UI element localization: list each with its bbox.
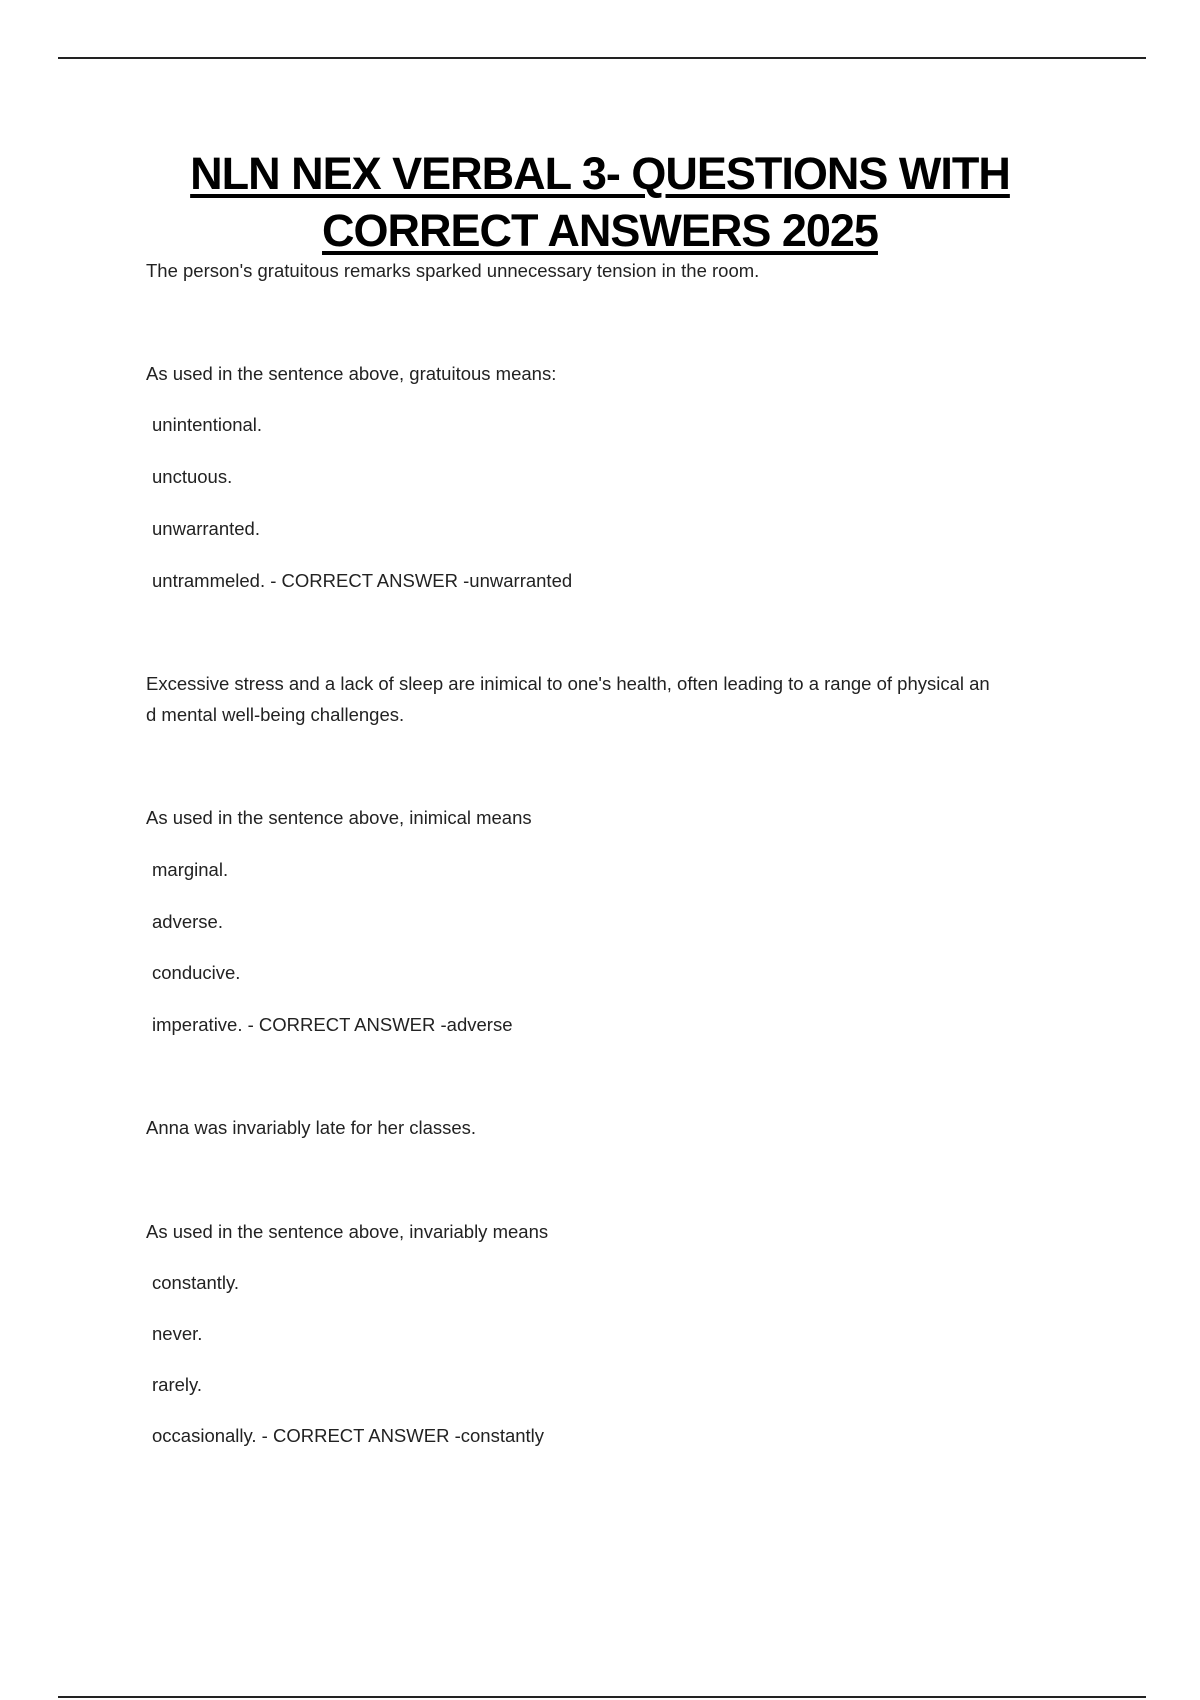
question-1-option: unctuous. (152, 466, 233, 487)
question-1-option: unwarranted. (152, 518, 260, 539)
question-3-option-answer: occasionally. - CORRECT ANSWER -constantly (152, 1425, 545, 1446)
question-1-sentence: The person's gratuitous remarks sparked unnecessary tension in the room. (146, 260, 760, 281)
question-3-prompt: As used in the sentence above, invariably means (146, 1221, 549, 1242)
header-rule (58, 57, 1146, 59)
question-2-sentence: Excessive stress and a lack of sleep are inimical to one's health, often leading to a range of physical an (146, 673, 990, 694)
question-3-option: rarely. (152, 1374, 203, 1395)
question-2-prompt: As used in the sentence above, inimical means (146, 807, 532, 828)
question-2-option: conducive. (152, 962, 241, 983)
question-1-option: unintentional. (152, 414, 263, 435)
question-2-option: adverse. (152, 911, 223, 932)
document-title-line-2: CORRECT ANSWERS 2025 (322, 205, 878, 256)
question-1-option-answer: untrammeled. - CORRECT ANSWER -unwarranted (152, 570, 573, 591)
question-2-sentence-cont: d mental well-being challenges. (146, 704, 405, 725)
question-2-option: marginal. (152, 859, 229, 880)
document-title-line-1: NLN NEX VERBAL 3- QUESTIONS WITH (190, 148, 1010, 199)
question-3-option: constantly. (152, 1272, 240, 1293)
footer-rule (58, 1696, 1146, 1698)
question-1-prompt: As used in the sentence above, gratuitous means: (146, 363, 557, 384)
question-3-option: never. (152, 1323, 203, 1344)
question-2-option-answer: imperative. - CORRECT ANSWER -adverse (152, 1014, 513, 1035)
question-3-sentence: Anna was invariably late for her classes. (146, 1117, 477, 1138)
